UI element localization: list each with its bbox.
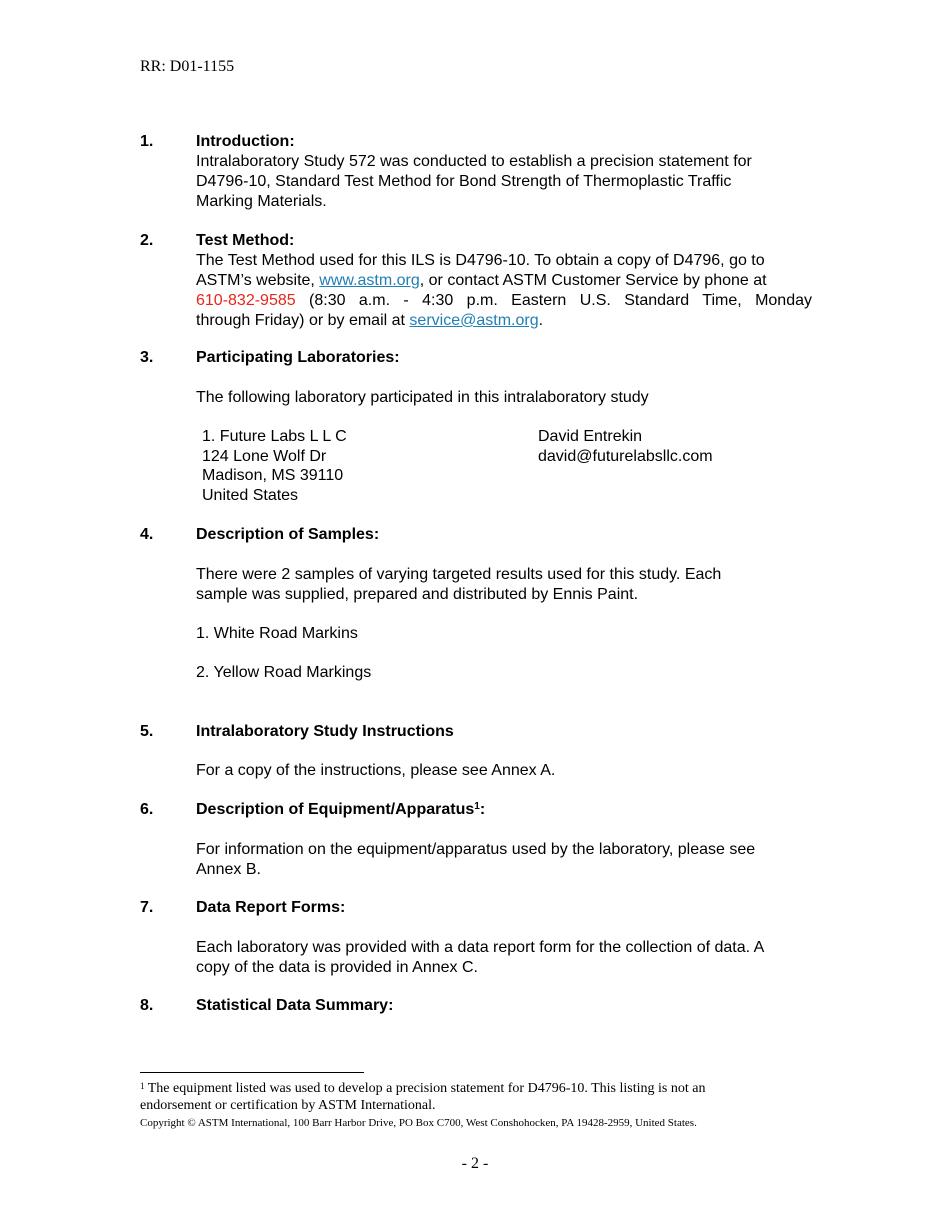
samples-description-text [196, 565, 812, 605]
footnote-marker: 1 [140, 1081, 145, 1091]
sample-item: 2. Yellow Road Markings [196, 664, 372, 681]
section-number: 4. [140, 526, 154, 543]
text-fragment: ASTM’s website, [196, 272, 320, 289]
text-line [196, 311, 812, 331]
section-number: 6. [140, 801, 154, 818]
data-report-text [196, 938, 812, 978]
footnote-text: The equipment listed was used to develop a precision statement for D4796-10. This listing is not an [144, 1081, 706, 1096]
text-fragment: , or contact ASTM Customer Service by phone at [419, 272, 767, 289]
footnote-line [140, 1080, 800, 1097]
section-number: 2. [140, 232, 154, 249]
text-fragment: (8:30 a.m. - 4:30 p.m. Eastern U.S. Standard Time, Monday [295, 292, 812, 309]
contact-email: david@futurelabsllc.com [538, 447, 713, 465]
section-title: Description of Samples: [196, 526, 380, 543]
sample-item: 1. White Road Markins [196, 625, 358, 642]
lab-street: 124 Lone Wolf Dr [202, 447, 327, 465]
contact-name: David Entrekin [538, 428, 643, 445]
astm-website-link[interactable]: www.astm.org [319, 272, 420, 289]
text-fragment: through Friday) or by email at [196, 312, 410, 329]
section-title: Test Method: [196, 232, 295, 249]
document-id-header: RR: D01-1155 [140, 58, 235, 75]
equipment-text [196, 840, 812, 880]
text-line: Each laboratory was provided with a data report form for the collection of data. A [196, 939, 765, 956]
text-line: copy of the data is provided in Annex C. [196, 959, 478, 976]
section-number: 5. [140, 723, 154, 740]
lab-city: Madison, MS 39110 [202, 467, 344, 485]
section-title-text: Description of Equipment/Apparatus [196, 801, 475, 818]
section-title: Introduction: [196, 133, 295, 150]
lab-address [202, 427, 347, 506]
text-line: Intralaboratory Study 572 was conducted to establish a precision statement for [196, 153, 752, 170]
text-fragment: . [538, 312, 544, 329]
section-number: 3. [140, 349, 154, 366]
section-title [196, 800, 485, 820]
section-title: Statistical Data Summary: [196, 997, 394, 1014]
lab-name: 1. Future Labs L L C [202, 428, 347, 445]
footnote-reference: 1 [474, 801, 480, 812]
text-line: There were 2 samples of varying targeted results used for this study. Each [196, 566, 722, 583]
section-number: 1. [140, 133, 154, 150]
section-title: Data Report Forms: [196, 899, 346, 916]
text-line: sample was supplied, prepared and distributed by Ennis Paint. [196, 586, 639, 603]
section-title: Participating Laboratories: [196, 349, 400, 366]
section-number: 7. [140, 899, 154, 916]
copyright-notice: Copyright © ASTM International, 100 Barr Harbor Drive, PO Box C700, West Conshohocken, PA 19428-2959, United States. [140, 1117, 697, 1129]
footnote [140, 1080, 800, 1114]
title-colon: : [479, 801, 486, 818]
footnote-line: endorsement or certification by ASTM International. [140, 1098, 436, 1113]
lab-contact [538, 427, 713, 466]
page-number: - 2 - [461, 1155, 489, 1172]
introduction-text [196, 152, 812, 212]
labs-intro-text: The following laboratory participated in this intralaboratory study [196, 389, 649, 406]
text-line: D4796-10, Standard Test Method for Bond Strength of Thermoplastic Traffic [196, 173, 732, 190]
text-line: The Test Method used for this ILS is D4796-10. To obtain a copy of D4796, go to [196, 252, 765, 269]
instructions-text: For a copy of the instructions, please see Annex A. [196, 762, 556, 779]
section-title: Intralaboratory Study Instructions [196, 723, 454, 740]
section-number: 8. [140, 997, 154, 1014]
text-line: Marking Materials. [196, 193, 327, 210]
text-line: Annex B. [196, 861, 261, 878]
service-email-link[interactable]: service@astm.org [409, 312, 539, 329]
text-line: For information on the equipment/apparatus used by the laboratory, please see [196, 841, 756, 858]
footnote-divider [140, 1072, 364, 1073]
test-method-text [196, 251, 812, 331]
text-line [196, 271, 812, 291]
lab-country: United States [202, 487, 299, 505]
phone-number: 610-832-9585 [196, 292, 296, 309]
text-line [196, 291, 812, 311]
